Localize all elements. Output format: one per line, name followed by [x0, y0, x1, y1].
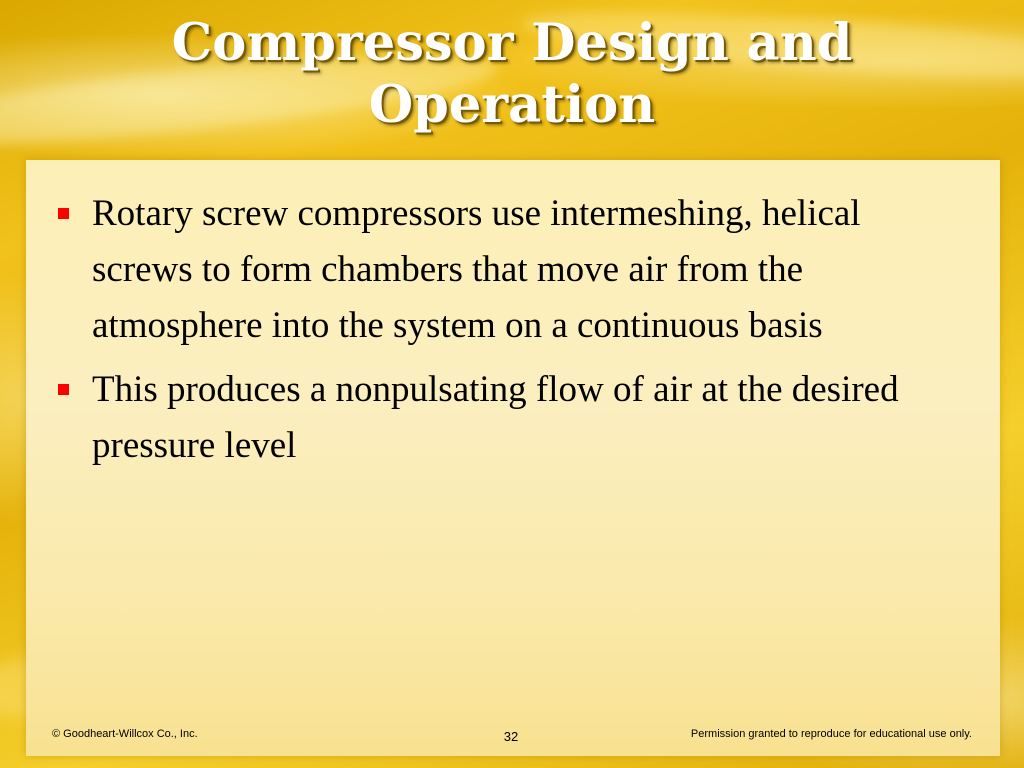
slide-title-line-1: Compressor Design and: [171, 13, 853, 73]
slide-title-line-2: Operation: [368, 75, 656, 135]
bullet-list: [56, 186, 956, 482]
footer-copyright: © Goodheart-Willcox Co., Inc.: [52, 728, 198, 740]
square-bullet-icon: [58, 384, 69, 395]
square-bullet-icon: [58, 208, 69, 219]
footer-page-number: 32: [503, 729, 519, 744]
bullet-text: This produces a nonpulsating flow of air at the desired pressure level: [92, 369, 899, 466]
bullet-item: [56, 186, 956, 354]
bullet-item: [56, 362, 956, 474]
footer-permission: Permission granted to reproduce for educational use only.: [690, 728, 972, 740]
bullet-text: Rotary screw compressors use intermeshing, helical screws to form chambers that move air from the atmosphere into the system on a continuous basis: [92, 193, 861, 346]
slide-title: [40, 12, 984, 136]
